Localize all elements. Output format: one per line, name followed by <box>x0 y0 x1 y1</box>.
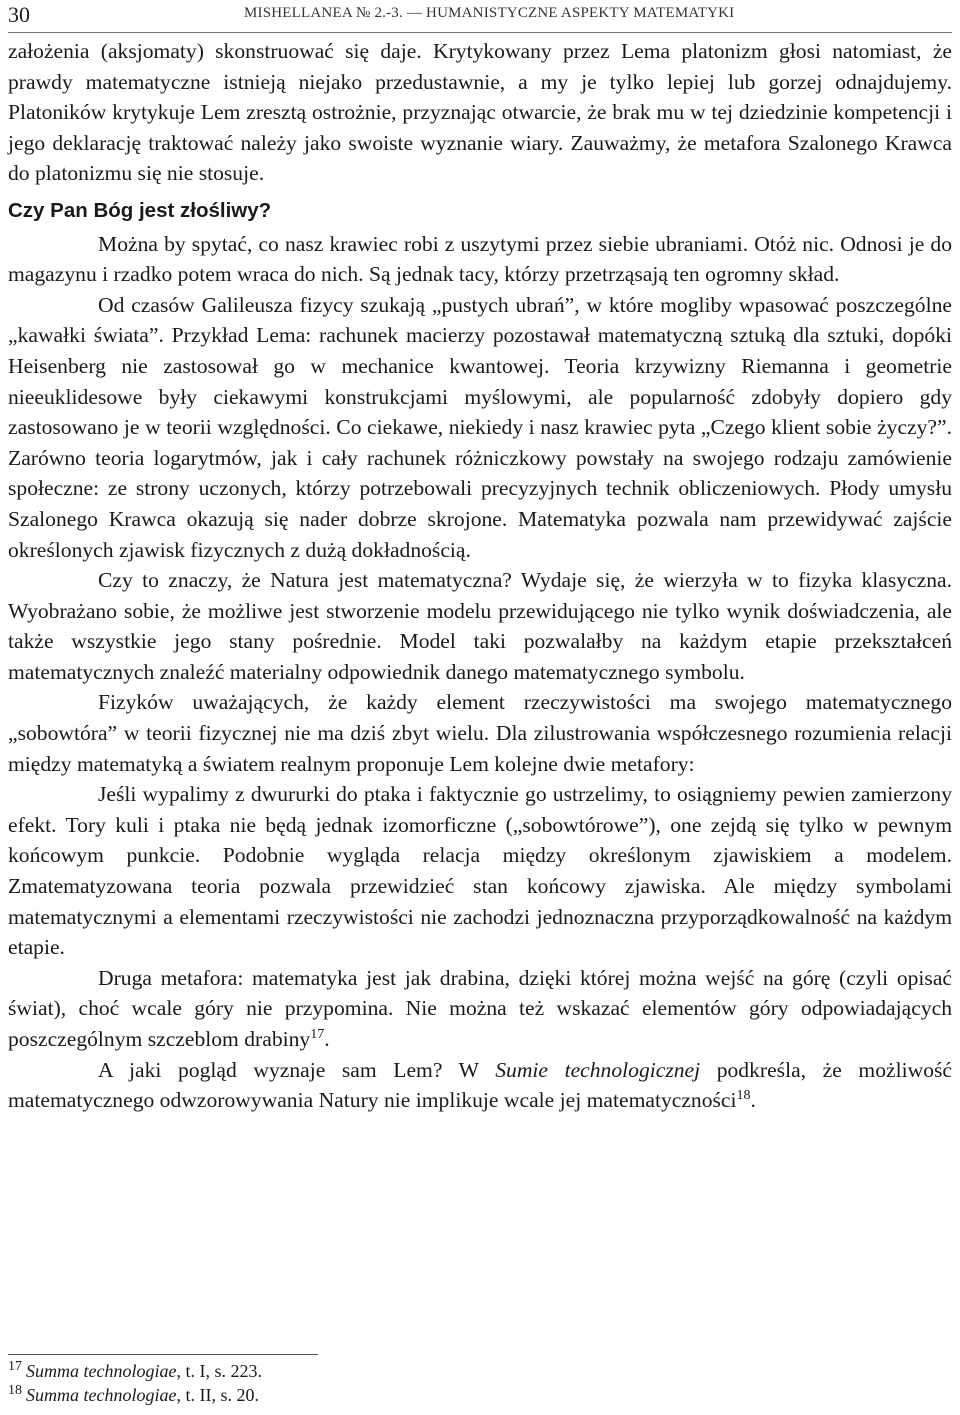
paragraph <box>8 1055 952 1116</box>
footnote-title: Summa technologiae <box>26 1385 177 1405</box>
paragraph: Można by spytać, co nasz krawiec robi z uszytymi przez siebie ubraniami. Otóż nic. Odnosi je do magazynu i rzadko potem wraca do nich. Są jednak tacy, którzy przetrząsają ten ogromny skład. <box>8 231 952 287</box>
paragraph-text: podkreśla, że możliwość matematycznego odwzorowywania Natury nie implikuje wcale jej matematyczności <box>8 1057 952 1113</box>
page-header <box>8 2 952 33</box>
paragraph-text: Druga metafora: matematyka jest jak drabina, dzięki której można wejść na górę (czyli opisać świat), choć wcale góry nie przypomina. Nie można też wskazać elementów góry odpowiadających poszczególnym szczeblom drabiny <box>8 965 952 1051</box>
paragraph: Jeśli wypalimy z dwururki do ptaka i faktycznie go ustrzelimy, to osiągniemy pewien zamierzony efekt. Tory kuli i ptaka nie będą jednak izomorficzne („sobowtórowe”), one zejdą się tylko w pewnym końcowym punkcie. Podobnie wygląda relacja między określonym zjawiskiem a modelem. Zmatematyzowana teoria pozwala przewidzieć stan końcowy zjawiska. Ale między symbolami matematycznymi a elementami rzeczywistości nie zachodzi jednoznaczna przyporządkowalność na każdym etapie. <box>8 782 952 960</box>
section-heading: Czy Pan Bóg jest złośliwy? <box>8 198 272 222</box>
page-number: 30 <box>8 2 30 27</box>
footnotes <box>8 1359 952 1407</box>
paragraph: założenia (aksjomaty) skonstruować się daje. Krytykowany przez Lema platonizm głosi natomiast, że prawdy matematyczne istnieją niejako przedustawnie, a my je tylko lepiej lub gorzej odnajdujemy. Platoników krytykuje Lem zresztą ostrożnie, przyznając otwarcie, że brak mu w tej dziedzinie kompetencji i jego deklarację traktować należy jako swoiste wyznanie wiary. Zauważmy, że metafora Szalonego Krawca do platonizmu się nie stosuje. <box>8 39 952 186</box>
running-head: MISHELLANEA № 2.-3. — HUMANISTYCZNE ASPEKTY MATEMATYKI <box>244 5 735 21</box>
paragraph-text: A jaki pogląd wyznaje sam Lem? W <box>98 1057 496 1082</box>
book-title: Sumie technologicznej <box>495 1057 701 1082</box>
footnote-text: , t. II, s. 20. <box>176 1385 259 1405</box>
paragraph: Fizyków uważających, że każdy element rzeczywistości ma swojego matematycznego „sobowtóra” w teorii fizycznej nie ma dziś zbyt wielu. Dla zilustrowania współczesnego rozumienia relacji między matematyką a światem realnym proponuje Lem kolejne dwie metafory: <box>8 690 952 776</box>
footnote-divider <box>8 1354 318 1355</box>
paragraph-text: . <box>324 1027 330 1051</box>
paragraph: Od czasów Galileusza fizycy szukają „pustych ubrań”, w które mogliby wpasować poszczególne „kawałki świata”. Przykład Lema: rachunek macierzy pozostawał matematyczną sztuką dla sztuki, dopóki Heisenberg nie zastosował go w mechanice kwantowej. Teoria krzywizny Riemanna i geometrie nieeuklidesowe były ciekawymi konstrukcjami myślowymi, ale popularność zdobyły dopiero gdy zastosowano je w teorii względności. Co ciekawe, niekiedy i nasz krawiec pyta „Czego klient sobie życzy?”. Zarówno teoria logarytmów, jak i cały rachunek różniczkowy powstały na swojego rodzaju zamówienie społeczne: ze strony uczonych, którzy potrzebowali precyzyjnych technik obliczeniowych. Płody umysłu Szalonego Krawca okazują się nader dobrze skrojone. Matematyka pozwala nam przewidywać zajście określonych zjawisk fizycznych z dużą dokładnością. <box>8 292 952 562</box>
paragraph: Czy to znaczy, że Natura jest matematyczna? Wydaje się, że wierzyła w to fizyka klasyczna. Wyobrażano sobie, że możliwe jest stworzenie modelu przewidującego nie tylko wynik doświadczenia, ale także wszystkie jego stany pośrednie. Model taki pozwalałby na każdym etapie przekształceń matematycznych znaleźć materialny odpowiednik danego matematycznego symbolu. <box>8 568 952 684</box>
footnote-number: 17 <box>8 1359 22 1374</box>
footnote-reference[interactable]: 17 <box>310 1026 325 1042</box>
paragraph <box>8 963 952 1055</box>
footnote-number: 18 <box>8 1383 22 1398</box>
footnote-reference[interactable]: 18 <box>736 1088 751 1103</box>
footnote-title: Summa technologiae <box>26 1361 177 1381</box>
footnote-text: , t. I, s. 223. <box>176 1361 262 1381</box>
footnote <box>8 1383 952 1407</box>
footnote <box>8 1359 952 1383</box>
article-body <box>8 36 952 1116</box>
paragraph-text: . <box>750 1088 756 1113</box>
